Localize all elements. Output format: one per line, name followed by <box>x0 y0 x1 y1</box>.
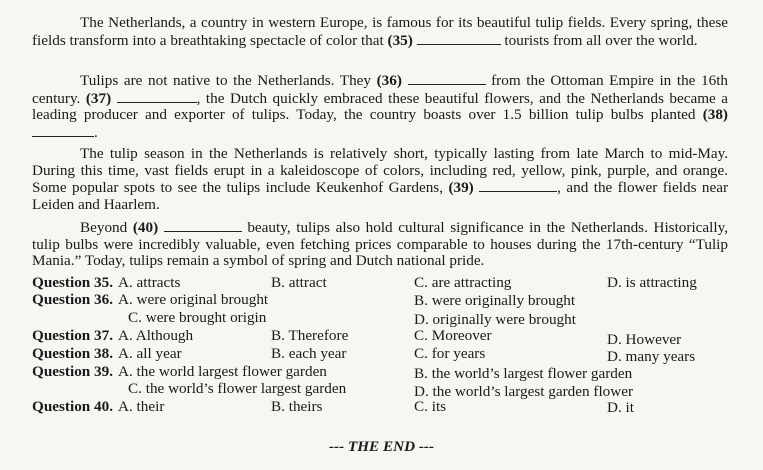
option-d[interactable]: D. many years <box>607 348 696 365</box>
blank-38 <box>32 124 94 137</box>
option-b[interactable]: B. Therefore <box>271 327 349 344</box>
option-b[interactable]: B. were originally brought <box>414 292 576 309</box>
option-a[interactable]: A. were original brought <box>118 291 269 308</box>
option-b[interactable]: B. theirs <box>271 398 323 415</box>
paragraph-text: Beyond <box>80 219 133 236</box>
option-d[interactable]: D. However <box>607 331 682 348</box>
paragraph-4 <box>32 219 728 270</box>
option-a[interactable]: A. attracts <box>118 274 181 291</box>
blank-number-38: (38) <box>702 106 728 124</box>
option-a[interactable]: A. the world largest flower garden <box>118 363 327 380</box>
option-c[interactable]: C. its <box>414 398 447 415</box>
paragraph-text: Tulips are not native to the Netherlands. They <box>80 72 377 89</box>
blank-number-39: (39) <box>448 179 474 197</box>
paragraph-2 <box>32 72 728 141</box>
paragraph-text: . <box>94 123 98 141</box>
paragraph-text: from the Ottoman Empire in the 16th century. <box>32 72 729 107</box>
question-35 <box>32 275 732 292</box>
question-label: Question 40. <box>32 398 114 415</box>
the-end-footer: --- THE END --- <box>328 438 435 455</box>
question-label: Question 38. <box>32 345 114 362</box>
question-39 <box>32 364 732 381</box>
blank-40 <box>164 219 242 232</box>
blank-37 <box>117 90 197 103</box>
paragraph-text: , the Dutch quickly embraced these beautiful flowers, and the Netherlands became a leading producer and exporter of tulips. Today, the country boasts over 1.5 billion tulip bulbs planted <box>32 89 728 124</box>
question-label: Question 39. <box>32 363 114 380</box>
paragraph-text: beauty, tulips also hold cultural significance in the Netherlands. Historically, tulip bulbs were incredibly valuable, even fetching prices comparable to houses during the 17th-century “Tulip Mania.” Today, tulips remain a symbol of spring and Dutch national pride. <box>32 219 728 270</box>
question-40 <box>32 399 732 416</box>
question-label: Question 36. <box>32 291 114 308</box>
option-d[interactable]: D. originally were brought <box>414 311 576 328</box>
question-36 <box>32 292 732 309</box>
option-b[interactable]: B. the world’s largest flower garden <box>414 365 633 382</box>
blank-number-35: (35) <box>387 31 413 49</box>
question-label: Question 35. <box>32 274 114 291</box>
blank-35 <box>417 32 501 45</box>
option-c[interactable]: C. the world’s flower largest garden <box>128 380 347 397</box>
option-a[interactable]: A. Although <box>118 327 194 344</box>
question-label: Question 37. <box>32 327 114 344</box>
blank-number-40: (40) <box>132 219 159 236</box>
option-d[interactable]: D. the world’s largest garden flower <box>414 383 634 400</box>
option-d[interactable]: D. it <box>607 399 635 416</box>
blank-number-37: (37) <box>85 89 112 107</box>
paragraph-text: , and the flower fields near Leiden and Haarlem. <box>32 179 729 213</box>
option-a[interactable]: A. their <box>118 398 165 415</box>
paragraph-text: tourists from all over the world. <box>500 31 698 49</box>
question-38 <box>32 346 732 363</box>
option-c[interactable]: C. for years <box>414 345 486 362</box>
option-d[interactable]: D. is attracting <box>607 274 697 291</box>
option-c[interactable]: C. are attracting <box>414 274 512 291</box>
option-c[interactable]: C. were brought origin <box>128 309 267 326</box>
paragraph-text: The tulip season in the Netherlands is relatively short, typically lasting from late March to mid-May. During this time, vast fields erupt in a kaleidoscope of colors, including red, yellow, pink, purple, and orange. Some popular spots to see the tulips include Keukenhof Gardens, <box>32 145 728 197</box>
question-39-cont <box>32 381 732 398</box>
question-36-cont <box>32 310 732 327</box>
paragraph-text: The Netherlands, a country in western Europe, is famous for its beautiful tulip fields. Every spring, these fields transform into a breathtaking spectacle of color that <box>32 14 728 49</box>
paragraph-3 <box>32 146 728 213</box>
blank-39 <box>479 179 557 192</box>
option-b[interactable]: B. each year <box>271 345 347 362</box>
option-b[interactable]: B. attract <box>271 274 327 291</box>
blank-number-36: (36) <box>376 72 402 89</box>
paragraph-1 <box>32 15 728 49</box>
blank-36 <box>408 72 486 85</box>
option-c[interactable]: C. Moreover <box>414 327 492 344</box>
option-a[interactable]: A. all year <box>118 345 182 362</box>
question-37 <box>32 327 732 348</box>
